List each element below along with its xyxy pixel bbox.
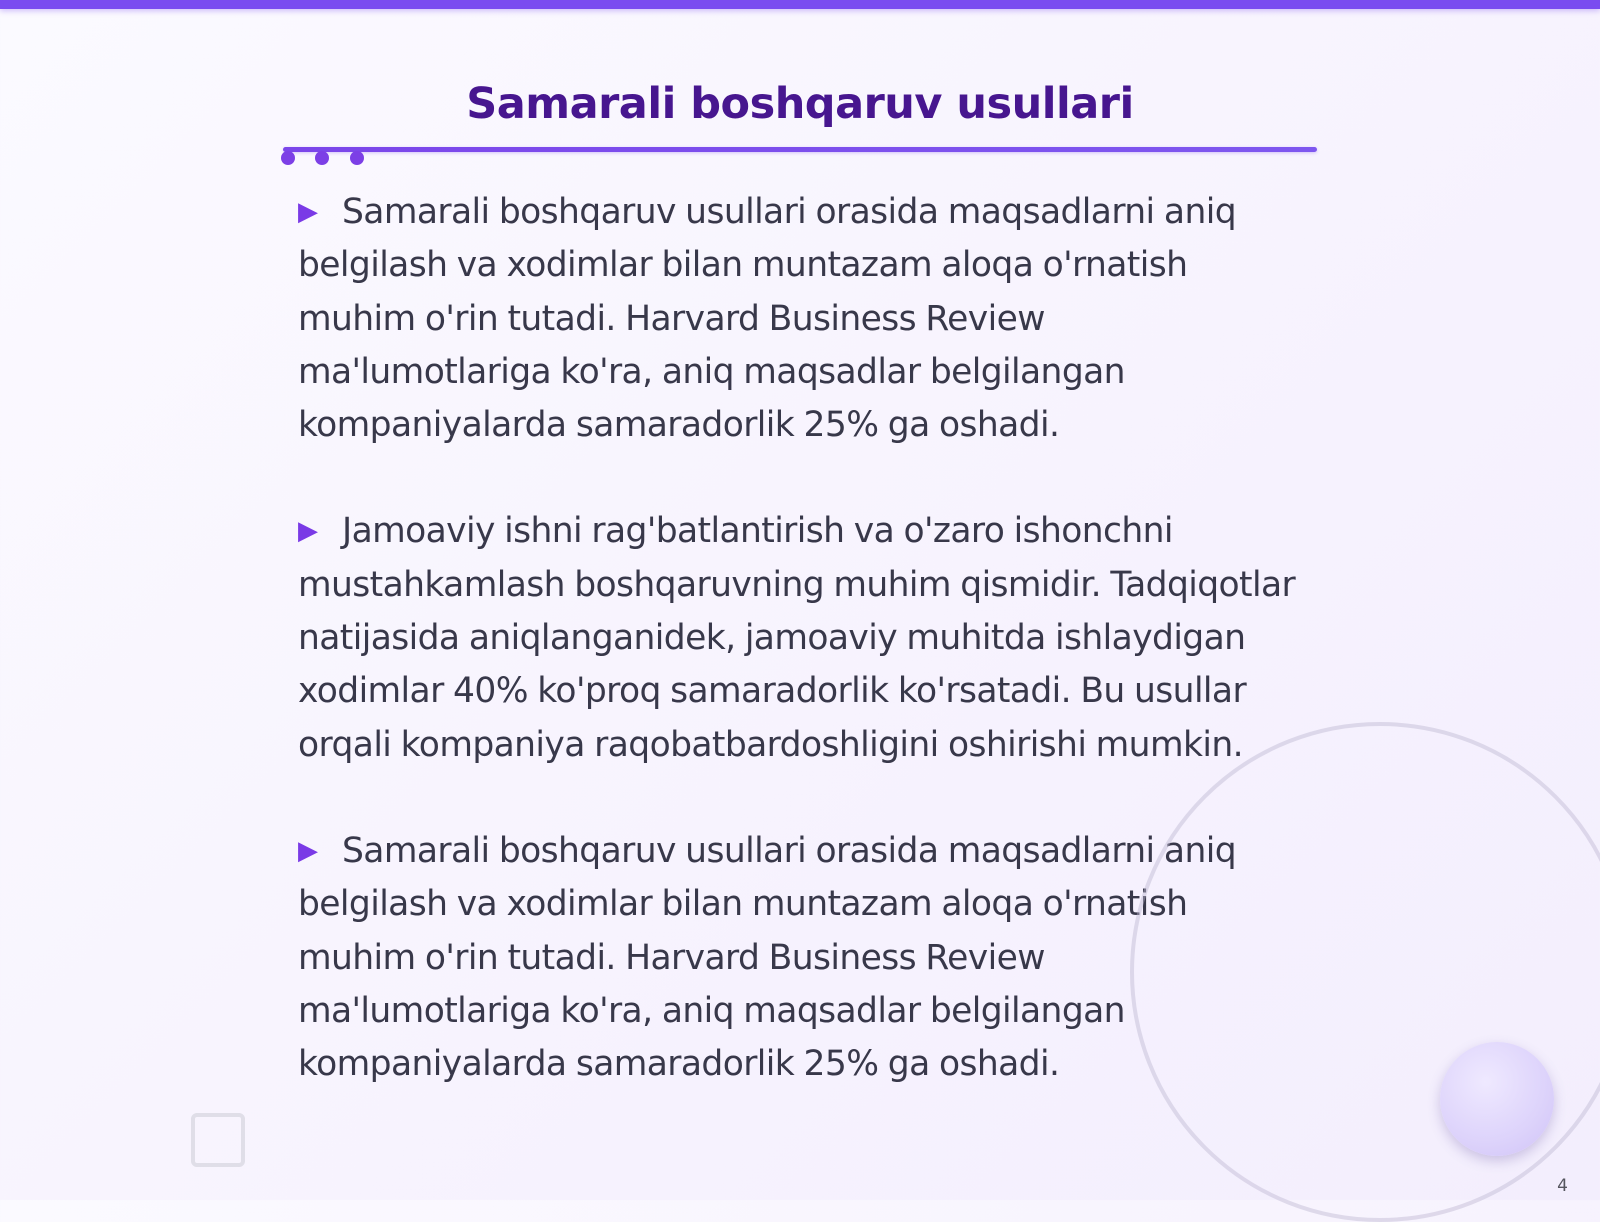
title-underline (283, 147, 1317, 152)
play-triangle-icon: ▶ (298, 516, 318, 547)
decorative-ring (1130, 722, 1600, 1222)
bullet-item (298, 505, 1298, 771)
decorative-dot (350, 151, 364, 165)
decorative-square (191, 1113, 245, 1167)
top-accent-bar (0, 0, 1600, 9)
bullet-text: Samarali boshqaruv usullari orasida maqsadlarni aniq belgilash va xodimlar bilan muntazam aloqa o'rnatish muhim o'rin tutadi. Harvard Business Review ma'lumotlariga ko'ra, aniq maqsadlar belgilangan kompaniyalarda samaradorlik 25% ga oshadi. (298, 192, 1237, 446)
decorative-dot (281, 151, 295, 165)
page-number: 4 (1557, 1176, 1568, 1196)
play-triangle-icon: ▶ (298, 197, 318, 227)
bullet-text: Jamoaviy ishni rag'batlantirish va o'zaro ishonchni mustahkamlash boshqaruvning muhim qismidir. Tadqiqotlar natijasida aniqlanganidek, jamoaviy muhitda ishlaydigan xodimlar 40% ko'proq samaradorlik ko'rsatadi. Bu usullar orqali kompaniya raqobatbardoshligini oshirishi mumkin. (298, 511, 1296, 765)
decorative-dot (315, 151, 329, 165)
decorative-sphere (1440, 1042, 1554, 1156)
play-triangle-icon: ▶ (298, 835, 318, 866)
bullet-text: Samarali boshqaruv usullari orasida maqsadlarni aniq belgilash va xodimlar bilan muntazam aloqa o'rnatish muhim o'rin tutadi. Harvard Business Review ma'lumotlariga ko'ra, aniq maqsadlar belgilangan kompaniyalarda samaradorlik 25% ga oshadi. (298, 830, 1237, 1085)
slide-title: Samarali boshqaruv usullari (466, 79, 1134, 129)
bullet-item (298, 186, 1298, 452)
